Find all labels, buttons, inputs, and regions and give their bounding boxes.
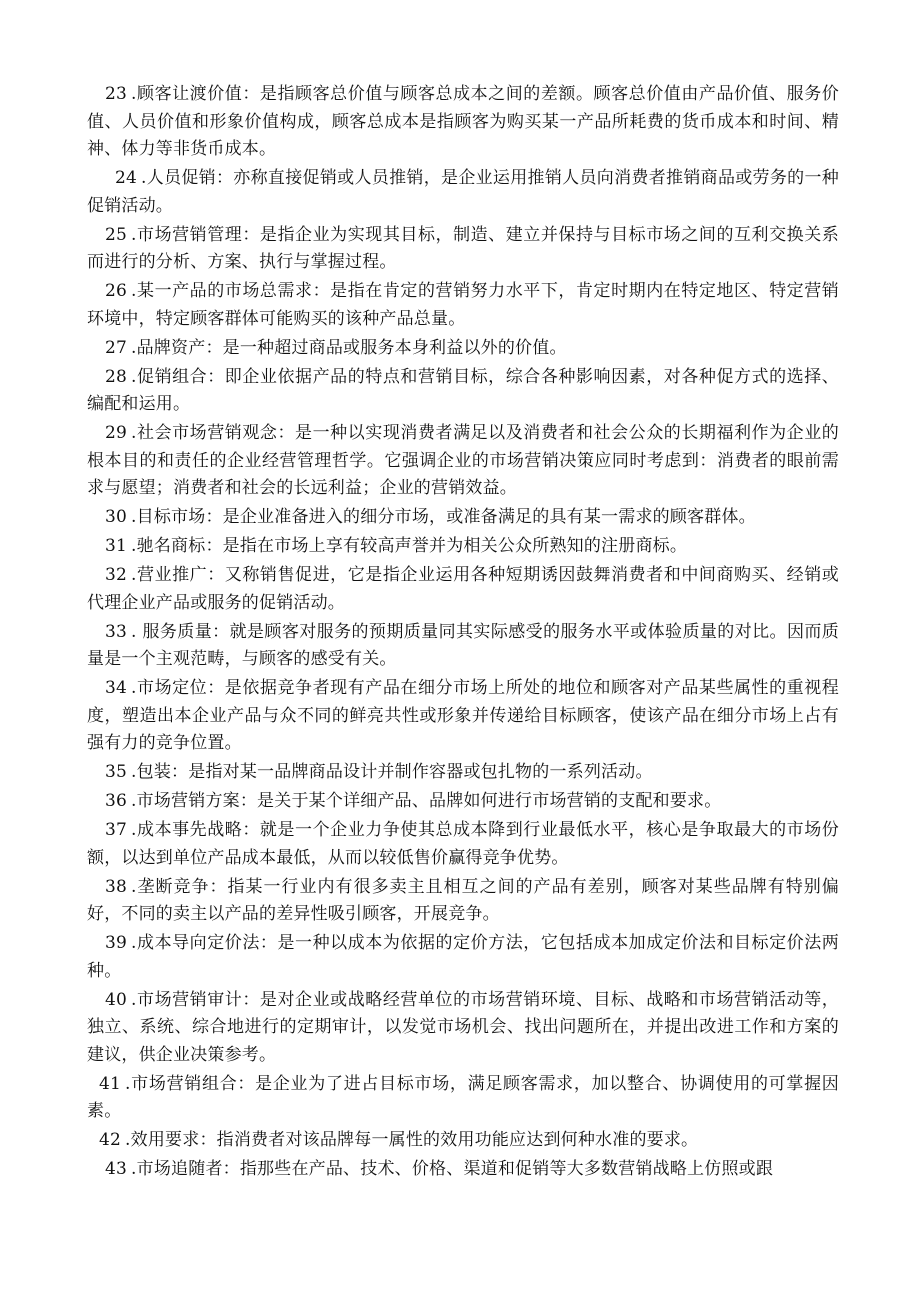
entry-text: .市场追随者：指那些在产品、技术、价格、渠道和促销等大多数营销战略上仿照或跟 <box>131 1159 774 1179</box>
entry-number: 24 <box>115 168 138 188</box>
entry-28 <box>87 364 839 419</box>
entry-text: .品牌资产：是一种超过商品或服务本身利益以外的价值。 <box>131 337 567 358</box>
entry-35 <box>87 759 839 787</box>
entry-23 <box>87 81 839 164</box>
entry-number: 27 <box>105 337 128 358</box>
entry-number: 23 <box>105 84 128 104</box>
entry-40 <box>87 987 839 1070</box>
entry-29 <box>87 420 839 503</box>
entry-42 <box>87 1127 839 1155</box>
entry-26 <box>87 278 839 333</box>
entry-text: .社会市场营销观念：是一种以实现消费者满足以及消费者和社会公众的长期福利作为企业的根本目的和责任的企业经营管理哲学。它强调企业的市场营销决策应同时考虑到：消费者的眼前需求与愿望；消费者和社会的长远利益；企业的营销效益。 <box>87 423 839 498</box>
entry-text: .市场营销组合：是企业为了进占目标市场，满足顾客需求，加以整合、协调使用的可掌握因素。 <box>87 1073 839 1121</box>
entry-27 <box>87 335 839 363</box>
entry-number: 37 <box>105 820 128 840</box>
entry-33 <box>87 619 839 674</box>
entry-36 <box>87 788 839 816</box>
entry-number: 26 <box>105 281 128 301</box>
entry-text: .人员促销：亦称直接促销或人员推销，是企业运用推销人员向消费者推销商品或劳务的一种促销活动。 <box>87 168 839 216</box>
entry-number: 40 <box>105 989 128 1010</box>
entry-number: 36 <box>105 791 128 811</box>
entry-text: .包装：是指对某一品牌商品设计并制作容器或包扎物的一系列活动。 <box>131 762 653 782</box>
entry-32 <box>87 562 839 617</box>
entry-text: .成本事先战略：就是一个企业力争使其总成本降到行业最低水平，核心是争取最大的市场份额，以达到单位产品成本最低，从而以较低售价赢得竞争优势。 <box>87 820 839 868</box>
entry-number: 42 <box>99 1130 122 1150</box>
entry-37 <box>87 817 839 872</box>
entry-number: 34 <box>105 678 128 698</box>
entry-38 <box>87 874 839 929</box>
entry-text: .成本导向定价法：是一种以成本为依据的定价方法，它包括成本加成定价法和目标定价法两种。 <box>87 933 839 981</box>
entry-number: 30 <box>105 507 128 527</box>
entry-text: .驰名商标：是指在市场上享有较高声誉并为相关公众所熟知的注册商标。 <box>131 536 688 556</box>
entry-31 <box>87 533 839 561</box>
entry-text: .市场营销方案：是关于某个详细产品、品牌如何进行市场营销的支配和要求。 <box>131 791 722 811</box>
entry-text: .目标市场：是企业准备进入的细分市场，或准备满足的具有某一需求的顾客群体。 <box>131 507 756 527</box>
entry-39 <box>87 930 839 985</box>
entry-number: 28 <box>105 366 128 387</box>
entry-number: 35 <box>105 762 128 782</box>
document-page <box>87 81 839 1185</box>
entry-text: .市场营销审计：是对企业或战略经营单位的市场营销环境、目标、战略和市场营销活动等，独立、系统、综合地进行的定期审计，以发觉市场机会、找出问题所在，并提出改进工作和方案的建议，供企业决策参考。 <box>87 989 839 1065</box>
entry-number: 33 <box>105 621 128 642</box>
entry-number: 25 <box>105 224 128 245</box>
entry-text: .市场定位：是依据竞争者现有产品在细分市场上所处的地位和顾客对产品某些属性的重视程度，塑造出本企业产品与众不同的鲜亮共性或形象并传递给目标顾客，使该产品在细分市场上占有强有力的竞争位置。 <box>87 678 839 753</box>
entry-text: .垄断竞争：指某一行业内有很多卖主且相互之间的产品有差别，顾客对某些品牌有特别偏好，不同的卖主以产品的差异性吸引顾客，开展竞争。 <box>87 876 839 924</box>
entry-text: .某一产品的市场总需求：是指在肯定的营销努力水平下，肯定时期内在特定地区、特定营销环境中，特定顾客群体可能购买的该种产品总量。 <box>87 281 839 329</box>
entry-number: 39 <box>105 933 128 953</box>
entry-number: 41 <box>99 1073 122 1094</box>
entry-41 <box>87 1071 839 1126</box>
entry-text: .促销组合：即企业依据产品的特点和营销目标，综合各种影响因素，对各种促方式的选择、编配和运用。 <box>87 366 839 414</box>
entry-text: .效用要求：指消费者对该品牌每一属性的效用功能应达到何种水准的要求。 <box>125 1130 699 1150</box>
entry-25 <box>87 222 839 277</box>
entry-number: 31 <box>105 536 128 556</box>
entry-text: .市场营销管理：是指企业为实现其目标，制造、建立并保持与目标市场之间的互利交换关系而进行的分析、方案、执行与掌握过程。 <box>87 224 839 272</box>
entry-text: .顾客让渡价值：是指顾客总价值与顾客总成本之间的差额。顾客总价值由产品价值、服务价值、人员价值和形象价值构成，顾客总成本是指顾客为购买某一产品所耗费的货币成本和时间、精神、体力等非货币成本。 <box>87 84 839 159</box>
entry-text: . 服务质量：就是顾客对服务的预期质量同其实际感受的服务水平或体验质量的对比。因而质量是一个主观范畴，与顾客的感受有关。 <box>87 621 839 669</box>
entry-30 <box>87 504 839 532</box>
entry-number: 38 <box>105 876 128 897</box>
entry-number: 43 <box>105 1159 128 1179</box>
entry-43 <box>87 1156 839 1184</box>
entry-number: 32 <box>105 565 128 585</box>
entry-number: 29 <box>105 423 128 443</box>
entry-text: .营业推广：又称销售促进，它是指企业运用各种短期诱因鼓舞消费者和中间商购买、经销或代理企业产品或服务的促销活动。 <box>87 565 839 613</box>
entry-24 <box>87 165 839 220</box>
entry-34 <box>87 675 839 758</box>
